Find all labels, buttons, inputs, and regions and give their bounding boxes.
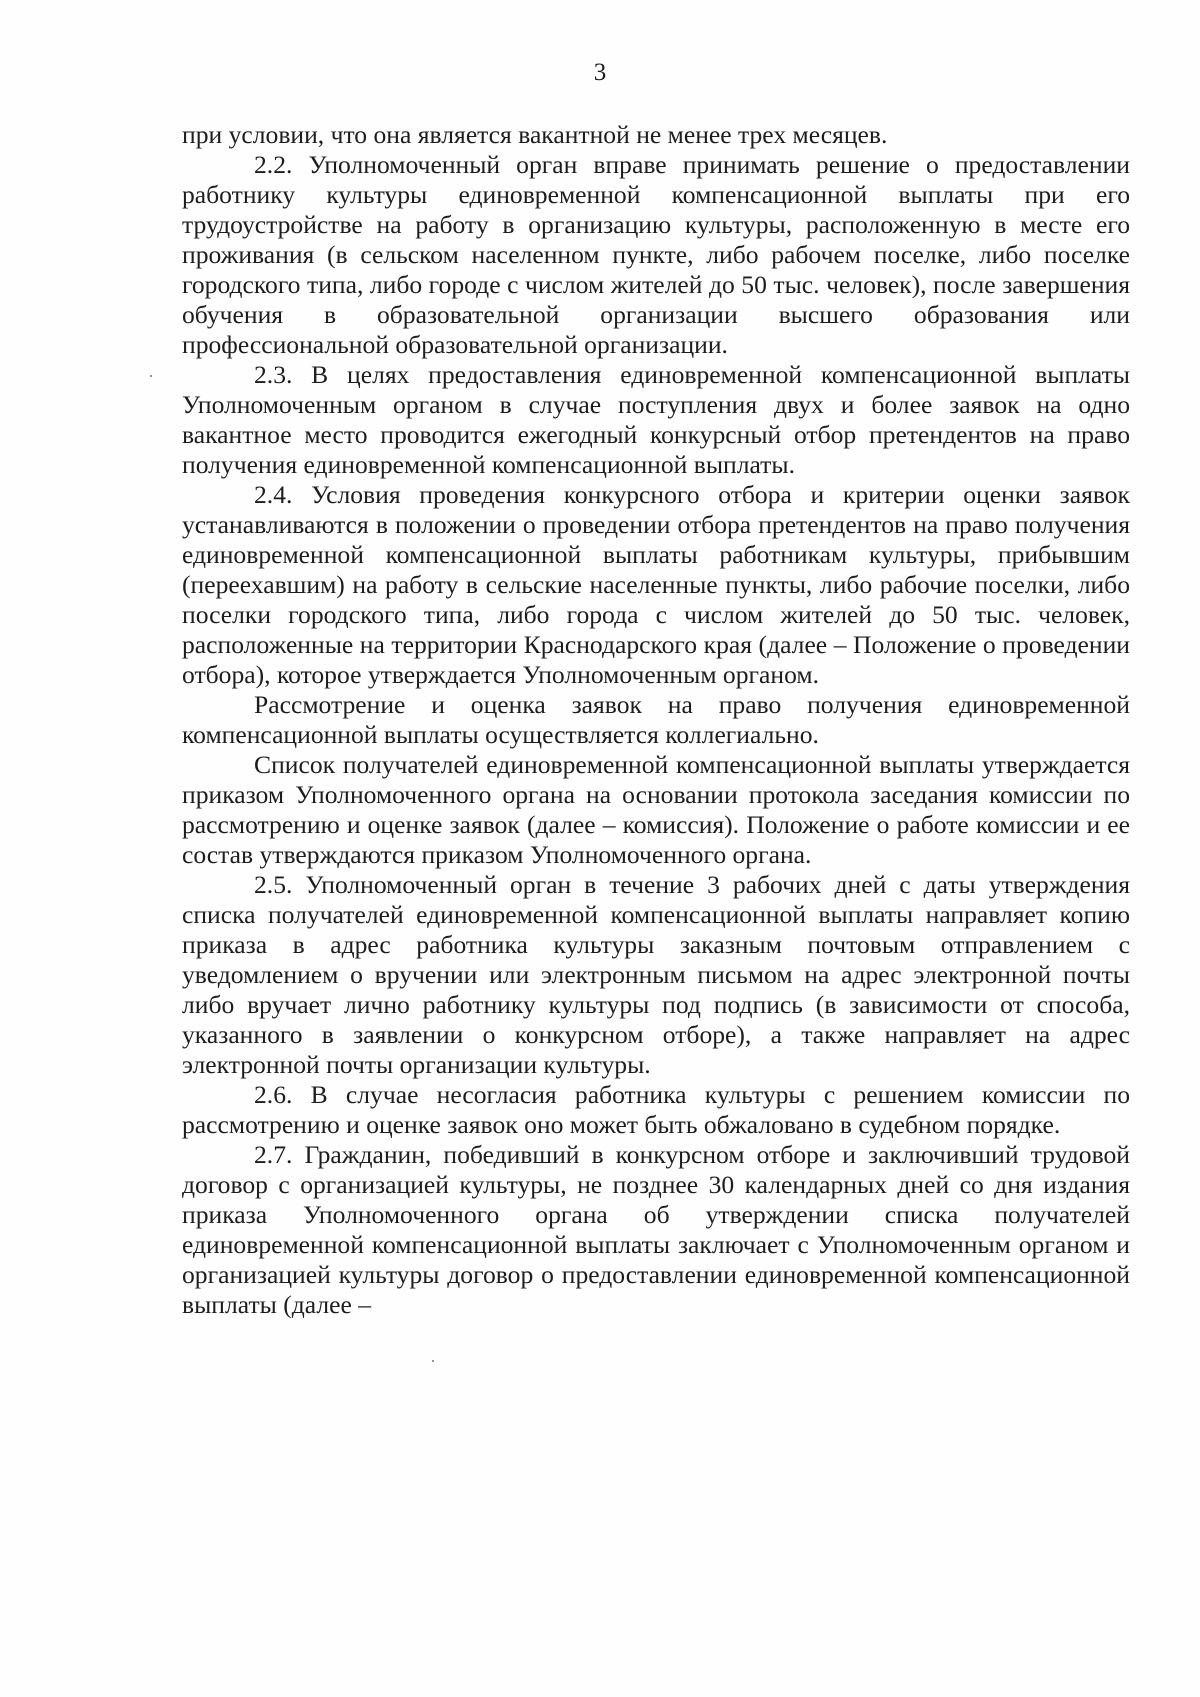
scan-speck	[432, 1360, 434, 1362]
paragraph-continued: при условии, что она является вакантной не менее трех месяцев.	[182, 120, 888, 149]
paragraph-2-3: 2.3. В целях предоставления единовременной компенсационной выплаты Уполномоченным органом в случае поступления двух и более заявок на одно вакантное место проводится ежегодный конкурсный отбор претендентов на право получения единовременной компенсационной выплаты.	[182, 360, 1130, 479]
paragraph-2-7: 2.7. Гражданин, победивший в конкурсном отборе и заключивший трудовой договор с организацией культуры, не позднее 30 календарных дней со дня издания приказа Уполномоченного органа об утверждении списка получателей единовременной компенсационной выплаты заключает с Уполномоченным органом и организацией культуры договор о предоставлении единовременной компенсационной выплаты (далее –	[182, 1140, 1130, 1319]
document-body	[182, 120, 1130, 1320]
paragraph-2-4: 2.4. Условия проведения конкурсного отбора и критерии оценки заявок устанавливаются в положении о проведении отбора претендентов на право получения единовременной компенсационной выплаты работникам культуры, прибывшим (переехавшим) на работу в сельские населенные пункты, либо рабочие поселки, либо поселки городского типа, либо города с числом жителей до 50 тыс. человек, расположенные на территории Краснодарского края (далее – Положение о проведении отбора), которое утверждается Уполномоченным органом.	[182, 480, 1130, 689]
paragraph-2-2: 2.2. Уполномоченный орган вправе принимать решение о предоставлении работнику культуры единовременной компенсационной выплаты при его трудоустройстве на работу в организацию культуры, расположенную в месте его проживания (в сельском населенном пункте, либо рабочем поселке, либо поселке городского типа, либо городе с числом жителей до 50 тыс. человек), после завершения обучения в образовательной организации высшего образования или профессиональной образовательной организации.	[182, 150, 1130, 359]
paragraph-review: Рассмотрение и оценка заявок на право получения единовременной компенсационной выплаты осуществляется коллегиально.	[182, 690, 1130, 749]
paragraph-2-6: 2.6. В случае несогласия работника культуры с решением комиссии по рассмотрению и оценке заявок оно может быть обжаловано в судебном порядке.	[182, 1080, 1130, 1139]
paragraph-recipients-list: Список получателей единовременной компенсационной выплаты утверждается приказом Уполномоченного органа на основании протокола заседания комиссии по рассмотрению и оценке заявок (далее – комиссия). Положение о работе комиссии и ее состав утверждаются приказом Уполномоченного органа.	[182, 750, 1130, 869]
scan-speck	[150, 375, 152, 377]
page-number: 3	[593, 59, 607, 86]
paragraph-2-5: 2.5. Уполномоченный орган в течение 3 рабочих дней с даты утверждения списка получателей единовременной компенсационной выплаты направляет копию приказа в адрес работника культуры заказным почтовым отправлением с уведомлением о вручении или электронным письмом на адрес электронной почты либо вручает лично работнику культуры под подпись (в зависимости от способа, указанного в заявлении о конкурсном отборе), а также направляет на адрес электронной почты организации культуры.	[182, 870, 1130, 1079]
